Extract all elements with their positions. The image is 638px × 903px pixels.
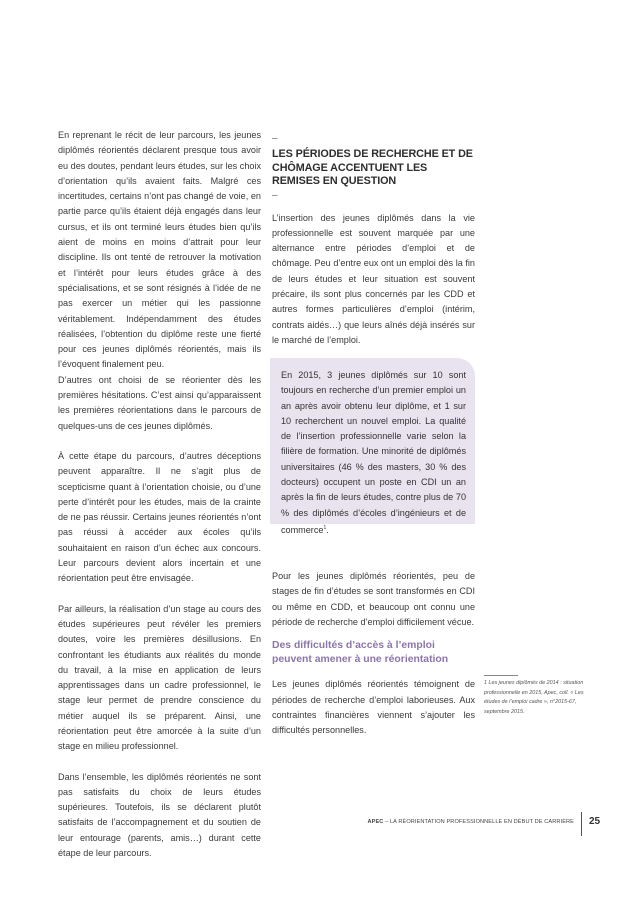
- right-column: [272, 134, 475, 348]
- highlight-box-text: [281, 368, 466, 538]
- right-paragraph-2: Pour les jeunes diplômés réorientés, peu de stages de fin d’études se sont transformés en CDI ou même en CDD, et beaucoup ont connu une période de recherche d’emploi difficilement vécue.: [272, 571, 475, 627]
- left-column: [58, 128, 261, 861]
- footnote: 1 Les jeunes diplômés de 2014 : situation professionnelle en 2015, Apec, coll. « Les études de l’emploi cadre », n°2015-67, septembre 2015.: [484, 680, 584, 716]
- footnote-marker: 1: [323, 524, 327, 531]
- highlight-text-end: .: [326, 525, 329, 535]
- right-paragraph-1: L’insertion des jeunes diplômés dans la vie professionnelle est souvent marquée par une alternance entre périodes d’emploi et de chômage. Peu d’entre eux ont un emploi dès la fin de leurs études et leur situation est souvent précaire, ils sont plus concernés par les CDD et autres formes particulières d’emploi (intérim, contrats aidés…) que leurs aînés déjà insérés sur le marché de l’emploi.: [272, 212, 475, 345]
- heading-dash-bottom: –: [272, 189, 278, 201]
- page-number: 25: [589, 816, 601, 827]
- left-paragraph-1: En reprenant le récit de leur parcours, les jeunes diplômés réorientés déclarent presque tous avoir eu des doutes, pendant leurs études, sur les choix d’orientation qu’ils avaient faits. Malgré ces incertitudes, certains n’ont pas changé de voie, en partie parce qu’ils étaient déjà engagés dans leur cursus, et ils ont terminé leurs études bien qu’ils aient de moins en moins d’attrait pour leur discipline. Ils ont tenté de retrouver la motivation et l’intérêt pour leurs études grâce à des spécialisations, et se sont résignés à l’idée de ne pas exercer un métier qui les passionne véritablement. Indépendamment des études réalisées, l’obtention du diplôme reste une fierté pour ces jeunes diplômés réorientés, mais ils l’évoquent finalement peu.: [58, 130, 261, 370]
- footnote-rule: [484, 675, 518, 676]
- subheading: Des difficultés d’accès à l’emploi peuvent amener à une réorientation: [272, 640, 449, 666]
- heading-dash-top: –: [272, 133, 278, 144]
- highlight-text: En 2015, 3 jeunes diplômés sur 10 sont toujours en recherche d’un premier emploi un an après avoir obtenu leur diplôme, et 1 sur 10 recherchent un nouvel emploi. La qualité de l’insertion professionnelle varie selon la filière de formation. Une minorité de diplômés universitaires (46 % des masters, 30 % des docteurs) occupent un poste en CDI un an après la fin de leurs études, contre plus de 70 % des diplômés d’écoles d’ingénieurs et de commerce: [281, 370, 466, 535]
- left-paragraph-5: Dans l’ensemble, les diplômés réorientés ne sont pas satisfaits du choix de leurs études supérieures. Toutefois, ils se déclarent plutôt satisfaits de l’accompagnement et du soutien de leur entourage (parents, amis…) durant cette étape de leur parcours.: [58, 771, 261, 859]
- footer-divider: [581, 812, 582, 836]
- left-paragraph-3: À cette étape du parcours, d’autres déceptions peuvent apparaître. Il ne s’agit plus de scepticisme quant à l’orientation choisie, ou d’une perte d’intérêt pour les études, mais de la crainte de ne pas réussir. Certains jeunes réorientés n’ont pas réussi à accéder aux écoles qu’ils souhaitaient en raison d’un échec aux concours. Leur parcours devient alors incertain et une réorientation peut être envisagée.: [58, 450, 261, 584]
- footer-brand: APEC: [367, 819, 384, 825]
- footer-title: – LA RÉORIENTATION PROFESSIONNELLE EN DÉBUT DE CARRIÈRE: [383, 819, 574, 825]
- right-column-lower: [272, 560, 475, 748]
- left-paragraph-4: Par ailleurs, la réalisation d’un stage au cours des études supérieures peut révéler les premiers doutes, voire les premières désillusions. En confrontant les étudiants aux réalités du monde du travail, à la mise en application de leurs apprentissages dans un cadre professionnel, le stage leur permet de prendre conscience du métier auquel ils se préparent. Ainsi, une réorientation peut être amorcée à la suite d’un stage en milieu professionnel.: [58, 603, 261, 752]
- left-paragraph-2: D’autres ont choisi de se réorienter dès les premières hésitations. C’est ainsi qu’apparaissent les premières réorientations dans le parcours de quelques-uns de ces jeunes diplômés.: [58, 374, 261, 431]
- right-paragraph-3: Les jeunes diplômés réorientés témoignent de périodes de recherche d’emploi laborieuses. Aux contraintes financières viennent s’ajouter les difficultés personnelles.: [272, 679, 475, 736]
- section-heading: LES PÉRIODES DE RECHERCHE ET DE CHÔMAGE ACCENTUENT LES REMISES EN QUESTION: [272, 148, 473, 187]
- page-footer: [366, 818, 574, 826]
